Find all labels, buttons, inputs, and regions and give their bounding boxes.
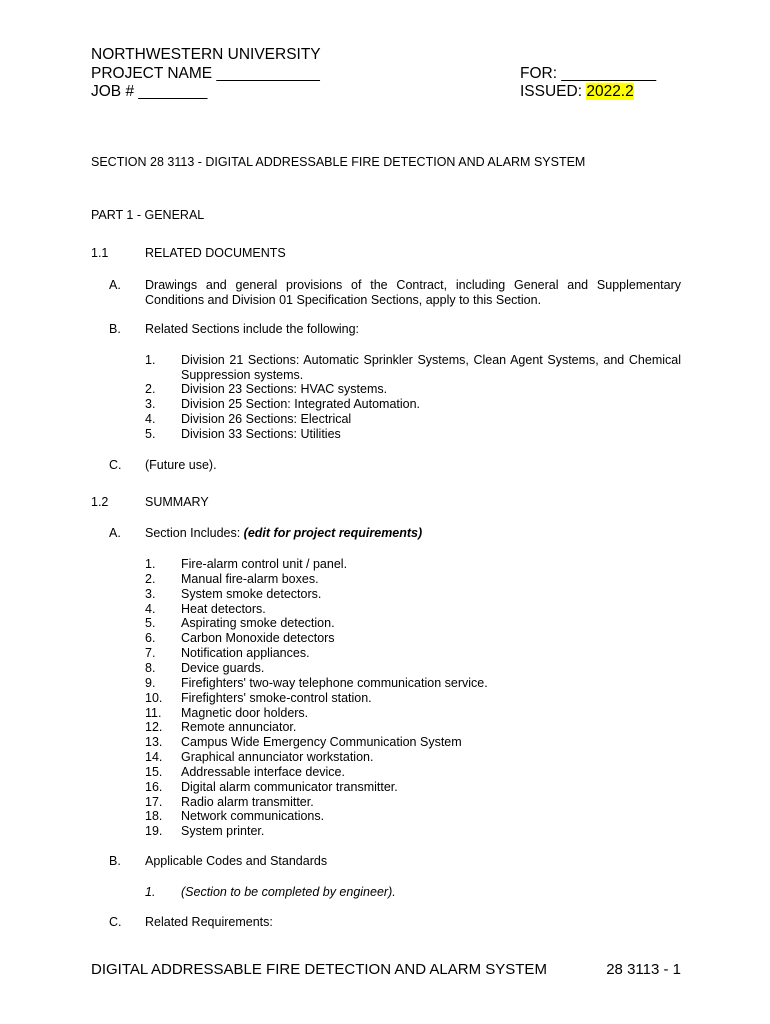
- article-number: 1.1: [91, 246, 109, 260]
- list-number: 10.: [145, 690, 163, 705]
- list-number: 9.: [145, 675, 156, 690]
- header-right-block: [520, 65, 656, 102]
- paragraph-letter: C.: [109, 458, 122, 472]
- list-number: 2.: [145, 571, 156, 586]
- list-item: Addressable interface device.: [181, 764, 345, 779]
- list-item: Graphical annunciator workstation.: [181, 750, 374, 765]
- footer-page-number: 28 3113 - 1: [606, 961, 681, 978]
- list-item: Campus Wide Emergency Communication System: [181, 735, 462, 750]
- list-item: Fire-alarm control unit / panel.: [181, 557, 348, 571]
- paragraph-emphasis: (edit for project requirements): [243, 526, 423, 540]
- list-item: Division 25 Section: Integrated Automation.: [181, 397, 421, 411]
- list-number: 4.: [145, 412, 156, 426]
- list-number: 3.: [145, 397, 156, 411]
- list-item: Radio alarm transmitter.: [181, 794, 314, 809]
- paragraph-text: Applicable Codes and Standards: [145, 854, 328, 868]
- paragraph-text: Related Sections include the following:: [145, 322, 360, 336]
- list-number: 5.: [145, 427, 156, 441]
- paragraph-text: Drawings and general provisions of the Contract, including General and Supplementary Conditions and Division 01 Specification Sections, apply to this Section.: [145, 278, 681, 307]
- paragraph-text: Related Requirements:: [145, 915, 273, 929]
- paragraph-letter: B.: [109, 854, 121, 868]
- list-item: System printer.: [181, 824, 265, 839]
- issued-value-highlight: 2022.2: [586, 83, 634, 100]
- list-number: 12.: [145, 720, 163, 735]
- article-title: SUMMARY: [145, 495, 209, 509]
- list-number: 3.: [145, 586, 156, 601]
- list-item: Digital alarm communicator transmitter.: [181, 779, 398, 794]
- footer-title: DIGITAL ADDRESSABLE FIRE DETECTION AND ALARM SYSTEM: [91, 961, 547, 978]
- article-title: RELATED DOCUMENTS: [145, 246, 286, 260]
- paragraph-text: (Future use).: [145, 458, 217, 472]
- list-item: System smoke detectors.: [181, 586, 322, 601]
- list-number: 8.: [145, 660, 156, 675]
- list-number: 13.: [145, 735, 163, 750]
- list-item: Device guards.: [181, 660, 265, 675]
- list-number: 5.: [145, 616, 156, 631]
- list-item: Division 23 Sections: HVAC systems.: [181, 382, 388, 396]
- paragraph-text: Section Includes:: [145, 526, 244, 540]
- list-item: Notification appliances.: [181, 646, 310, 661]
- project-name-line: PROJECT NAME ____________: [91, 64, 320, 82]
- list-item: Division 33 Sections: Utilities: [181, 427, 341, 441]
- list-number: 18.: [145, 809, 163, 824]
- job-number-line: JOB # ________: [91, 83, 208, 100]
- list-number: 1.: [145, 557, 156, 571]
- list-number: 19.: [145, 824, 163, 839]
- list-item: Division 21 Sections: Automatic Sprinkler Systems, Clean Agent Systems, and Chemical Suppression systems.: [181, 353, 681, 382]
- list-number: 4.: [145, 601, 156, 616]
- paragraph-letter: C.: [109, 915, 122, 929]
- part-title: PART 1 - GENERAL: [91, 208, 205, 222]
- list-item: Magnetic door holders.: [181, 705, 309, 720]
- list-item: Heat detectors.: [181, 601, 266, 616]
- list-number: 7.: [145, 646, 156, 661]
- list-item: (Section to be completed by engineer).: [181, 885, 396, 899]
- section-title: SECTION 28 3113 - DIGITAL ADDRESSABLE FIRE DETECTION AND ALARM SYSTEM: [91, 155, 586, 169]
- list-item: Manual fire-alarm boxes.: [181, 571, 319, 586]
- list-item: Remote annunciator.: [181, 720, 297, 735]
- for-line: FOR: ___________: [520, 64, 657, 82]
- list-number: 1.: [145, 353, 156, 367]
- list-item: Carbon Monoxide detectors: [181, 631, 335, 646]
- list-number: 11.: [145, 705, 162, 720]
- paragraph-text-line: [145, 526, 422, 541]
- paragraph-letter: B.: [109, 322, 121, 336]
- header-left-block: [91, 46, 321, 102]
- list-number: 2.: [145, 382, 156, 396]
- issued-line: [520, 83, 656, 102]
- list-item: Aspirating smoke detection.: [181, 616, 335, 631]
- list-number: 1.: [145, 885, 156, 899]
- list-number: 15.: [145, 764, 163, 779]
- paragraph-letter: A.: [109, 278, 121, 292]
- list-number: 17.: [145, 794, 163, 809]
- paragraph-letter: A.: [109, 526, 121, 540]
- article-number: 1.2: [91, 495, 109, 509]
- issued-label: ISSUED:: [520, 83, 587, 100]
- list-item: Network communications.: [181, 809, 325, 824]
- list-item: Division 26 Sections: Electrical: [181, 412, 352, 426]
- list-number: 6.: [145, 631, 156, 646]
- university-name: NORTHWESTERN UNIVERSITY: [91, 46, 321, 63]
- list-item: Firefighters' two-way telephone communication service.: [181, 675, 488, 690]
- list-number: 16.: [145, 779, 163, 794]
- list-item: Firefighters' smoke-control station.: [181, 690, 372, 705]
- list-number: 14.: [145, 750, 163, 765]
